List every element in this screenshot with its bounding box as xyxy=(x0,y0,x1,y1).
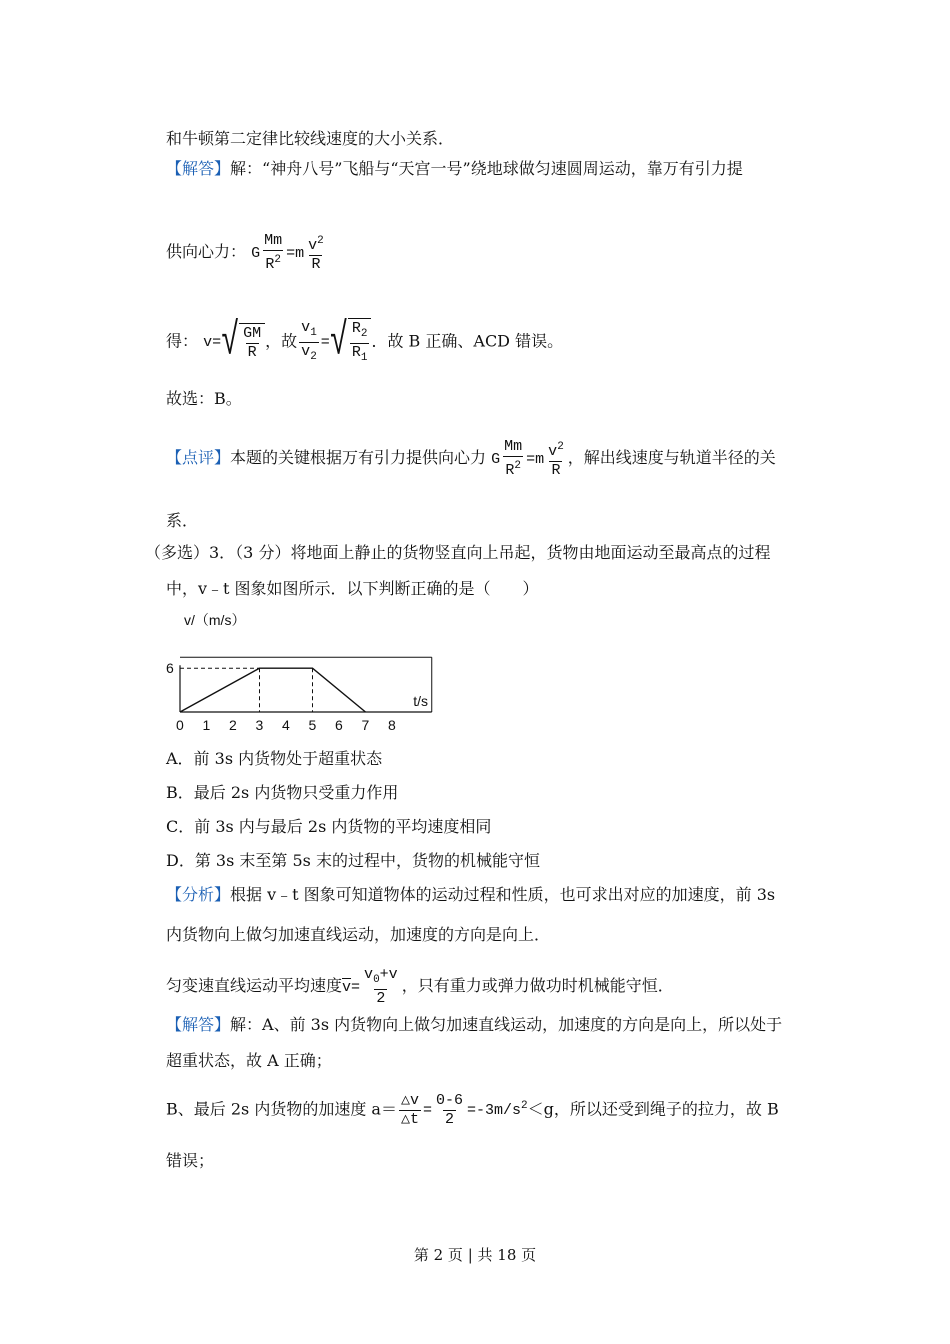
analysis-text-3a: 匀变速直线运动平均速度 xyxy=(166,975,343,995)
answer-text: 解：“神舟八号”飞船与“天宫一号”绕地球做匀速圆周运动，靠万有引力提 xyxy=(230,159,743,178)
x-tick-label: 1 xyxy=(202,717,211,733)
x-tick-label: 4 xyxy=(282,717,290,733)
x-tick-label: 0 xyxy=(176,717,184,733)
solution-text-1: 解：A、前 3s 内货物向上做匀加速直线运动，加速度的方向是向上，所以处于 xyxy=(230,1015,783,1034)
gravity-formula: G $\frac{Mm}{R^2}$ =m $\frac{v^2}{R}$ xyxy=(251,232,324,273)
answer-tag: 【解答】 xyxy=(166,159,231,178)
velocity-series-line xyxy=(180,668,366,712)
question-3-line-1: （多选）3．（3 分）将地面上静止的货物竖直向上吊起，货物由地面运动至最高点的过程 xyxy=(145,543,771,562)
comment-tag: 【点评】 xyxy=(166,447,231,467)
x-tick-label: 7 xyxy=(361,717,370,733)
analysis-text-3b: ，只有重力或弹力做功时机械能守恒． xyxy=(401,975,674,995)
solution-tag: 【解答】 xyxy=(166,1015,231,1034)
x-tick-label: 8 xyxy=(388,717,396,733)
text-gu: ，故 xyxy=(265,331,298,351)
analysis-line-2: 内货物向上做匀加速直线运动，加速度的方向是向上． xyxy=(166,925,551,944)
answer-line-3 xyxy=(166,318,563,367)
analysis-text-1: 根据 v﹣t 图象可知道物体的运动过程和性质，也可求出对应的加速度，前 3s xyxy=(230,885,776,904)
x-axis-label: t/s xyxy=(413,693,428,709)
analysis-line-3 xyxy=(166,966,674,1008)
comment-text-b: ，解出线速度与轨道半径的关 xyxy=(567,447,776,467)
answer-line-1 xyxy=(166,158,743,180)
x-tick-label: 2 xyxy=(229,717,237,733)
solution-line-4: 错误； xyxy=(166,1151,215,1170)
gravity-formula-2: G $\frac{Mm}{R^2}$ =m $\frac{v^2}{R}$ xyxy=(491,438,564,479)
analysis-line-1 xyxy=(166,884,775,906)
option-a: A．前 3s 内货物处于超重状态 xyxy=(166,749,383,768)
analysis-tag: 【分析】 xyxy=(166,885,231,904)
answer-text-2: 供向心力： xyxy=(166,241,247,261)
option-c: C．前 3s 内与最后 2s 内货物的平均速度相同 xyxy=(166,817,492,836)
comment-text-a: 本题的关键根据万有引力提供向心力 xyxy=(230,447,487,467)
velocity-formula: v= √ $\frac{GM}{R}$ xyxy=(203,334,265,351)
vt-chart xyxy=(165,607,435,737)
solution-line-2: 超重状态，故 A 正确； xyxy=(166,1051,332,1070)
solution-line-3 xyxy=(166,1092,779,1129)
answer-line-2 xyxy=(166,232,328,274)
x-tick-label: 3 xyxy=(255,717,264,733)
y-tick-label: 6 xyxy=(166,660,174,677)
x-tick-label: 6 xyxy=(335,717,343,733)
choice-line: 故选：B。 xyxy=(166,389,242,408)
x-tick-label: 5 xyxy=(308,717,317,733)
solution-line-1 xyxy=(166,1014,782,1036)
comment-line-2: 系． xyxy=(166,511,199,530)
average-velocity-formula: $\overline{v}=$ $\frac{v_0+v}{2}$ xyxy=(342,966,398,1007)
solution-text-3b: ＜g，所以还受到绳子的拉力，故 B xyxy=(527,1099,779,1119)
question-3-line-2: 中，v﹣t 图象如图所示．以下判断正确的是（ ） xyxy=(166,579,539,598)
text-de: 得： xyxy=(166,331,199,351)
option-b: B．最后 2s 内货物只受重力作用 xyxy=(166,783,399,802)
acceleration-formula: $\frac{\triangle v}{\triangle t}$ = $\frac{0-6}{2}$ $=-3m/s^2$ xyxy=(400,1092,528,1128)
text-line-1: 和牛顿第二定律比较线速度的大小关系． xyxy=(166,129,455,148)
solution-text-3a: B、最后 2s 内货物的加速度 a＝ xyxy=(166,1099,397,1119)
text-conclusion: ．故 B 正确、ACD 错误。 xyxy=(371,331,564,351)
page-footer: 第 2 页 | 共 18 页 xyxy=(413,1246,537,1264)
y-axis-label: v/（m/s） xyxy=(184,612,246,628)
ratio-formula: $\frac{v_1}{v_2}$ = √ $\frac{R_2}{R_1}$ xyxy=(297,334,371,351)
comment-line xyxy=(166,438,776,480)
option-d: D．第 3s 末至第 5s 末的过程中，货物的机械能守恒 xyxy=(166,851,540,870)
